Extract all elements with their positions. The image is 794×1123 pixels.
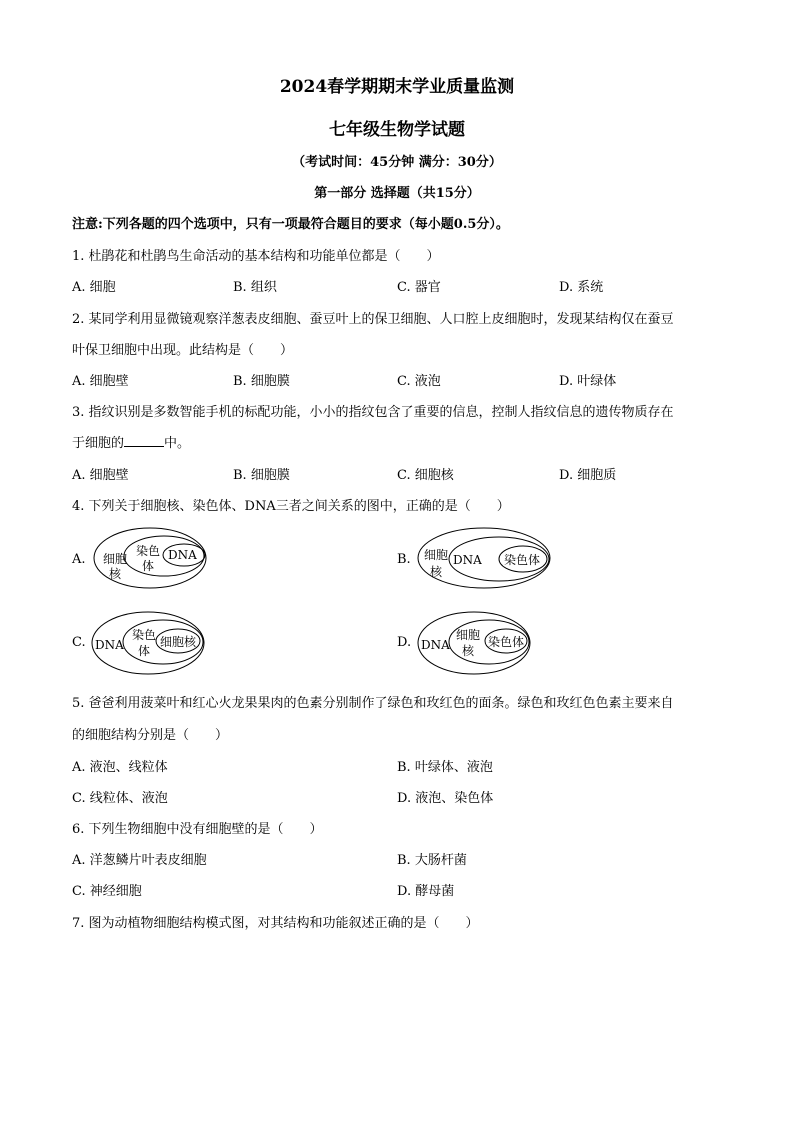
diagram-c-outer-label: DNA: [95, 638, 124, 652]
exam-subtitle: 七年级生物学试题: [329, 120, 465, 140]
q4-diagram-b: [416, 526, 556, 590]
q3-option-b: B. 细胞膜: [233, 468, 290, 483]
answer-blank: [124, 434, 164, 447]
diagram-d-middle-label-2: 核: [462, 644, 475, 658]
exam-info: （考试时间：45分钟 满分：30分）: [292, 155, 502, 170]
q5-option-b: B. 叶绿体、液泡: [397, 760, 493, 775]
q4-diagram-a: [92, 526, 217, 590]
q2-option-d: D. 叶绿体: [559, 374, 617, 389]
q6-option-c: C. 神经细胞: [72, 884, 142, 899]
question-5-stem-line1: 5. 爸爸利用菠菜叶和红心火龙果果肉的色素分别制作了绿色和玫红色的面条。绿色和玫红色色素主要来自: [72, 696, 674, 711]
diagram-d-inner-label: 染色体: [488, 635, 525, 649]
question-5-stem-line2: 的细胞结构分别是（ ）: [72, 728, 229, 743]
q4-diagram-d: [416, 610, 532, 676]
question-3-stem-line1: 3. 指纹识别是多数智能手机的标配功能，小小的指纹包含了重要的信息，控制人指纹信息的遗传物质存在: [72, 405, 674, 420]
q1-option-a: A. 细胞: [72, 280, 116, 295]
diagram-a-middle-label-1: 染色: [136, 544, 161, 558]
diagram-a-outer-label-2: 核: [109, 567, 122, 581]
question-7-stem: 7. 图为动植物细胞结构模式图，对其结构和功能叙述正确的是（ ）: [72, 916, 479, 931]
diagram-d-middle-label-1: 细胞: [456, 628, 481, 642]
diagram-a-inner-label: DNA: [168, 548, 197, 562]
q3-option-c: C. 细胞核: [397, 468, 454, 483]
question-2-stem-line2: 叶保卫细胞中出现。此结构是（ ）: [72, 343, 294, 358]
q4-option-c-label: C.: [72, 635, 86, 650]
q3-option-a: A. 细胞壁: [72, 468, 129, 483]
diagram-a-outer-label-1: 细胞: [103, 552, 128, 566]
diagram-b-inner-label: 染色体: [504, 553, 541, 567]
q5-option-a: A. 液泡、线粒体: [72, 760, 168, 775]
diagram-b-outer-label-1: 细胞: [424, 548, 449, 562]
exam-title: 2024春学期期末学业质量监测: [279, 77, 515, 97]
question-4-stem: 4. 下列关于细胞核、染色体、DNA三者之间关系的图中，正确的是（ ）: [72, 499, 510, 514]
q4-option-b-label: B.: [397, 552, 411, 567]
diagram-b-outer-label-2: 核: [430, 565, 443, 579]
question-3-stem-line2: [72, 432, 190, 451]
q5-option-d: D. 液泡、染色体: [397, 791, 494, 806]
diagram-c-middle-label-2: 体: [138, 644, 151, 658]
diagram-c-middle-label-1: 染色: [132, 628, 157, 642]
q4-diagram-c: [90, 610, 206, 676]
q6-option-d: D. 酵母菌: [397, 884, 455, 899]
q3-text-before-blank: 于细胞的: [72, 436, 125, 451]
q1-option-b: B. 组织: [233, 280, 277, 295]
q2-option-a: A. 细胞壁: [72, 374, 129, 389]
q3-text-after-blank: 中。: [164, 436, 191, 451]
q4-option-a-label: A.: [72, 552, 86, 567]
q6-option-a: A. 洋葱鳞片叶表皮细胞: [72, 853, 207, 868]
section-heading: 第一部分 选择题（共15分）: [314, 186, 480, 201]
diagram-c-inner-label: 细胞核: [160, 635, 197, 649]
diagram-a-middle-label-2: 体: [142, 559, 155, 573]
question-6-stem: 6. 下列生物细胞中没有细胞壁的是（ ）: [72, 822, 323, 837]
q1-option-c: C. 器官: [397, 280, 441, 295]
q2-option-c: C. 液泡: [397, 374, 441, 389]
q2-option-b: B. 细胞膜: [233, 374, 290, 389]
q5-option-c: C. 线粒体、液泡: [72, 791, 168, 806]
question-2-stem-line1: 2. 某同学利用显微镜观察洋葱表皮细胞、蚕豆叶上的保卫细胞、人口腔上皮细胞时，发现某结构仅在蚕豆: [72, 312, 674, 327]
diagram-d-outer-label: DNA: [421, 638, 450, 652]
instructions-note: 注意:下列各题的四个选项中，只有一项最符合题目的要求（每小题0.5分）。: [72, 217, 509, 232]
q1-option-d: D. 系统: [559, 280, 604, 295]
q3-option-d: D. 细胞质: [559, 468, 617, 483]
question-1-stem: 1. 杜鹃花和杜鹃鸟生命活动的基本结构和功能单位都是（ ）: [72, 249, 440, 264]
diagram-b-middle-label: DNA: [453, 553, 482, 567]
q4-option-d-label: D.: [397, 635, 412, 650]
q6-option-b: B. 大肠杆菌: [397, 853, 467, 868]
